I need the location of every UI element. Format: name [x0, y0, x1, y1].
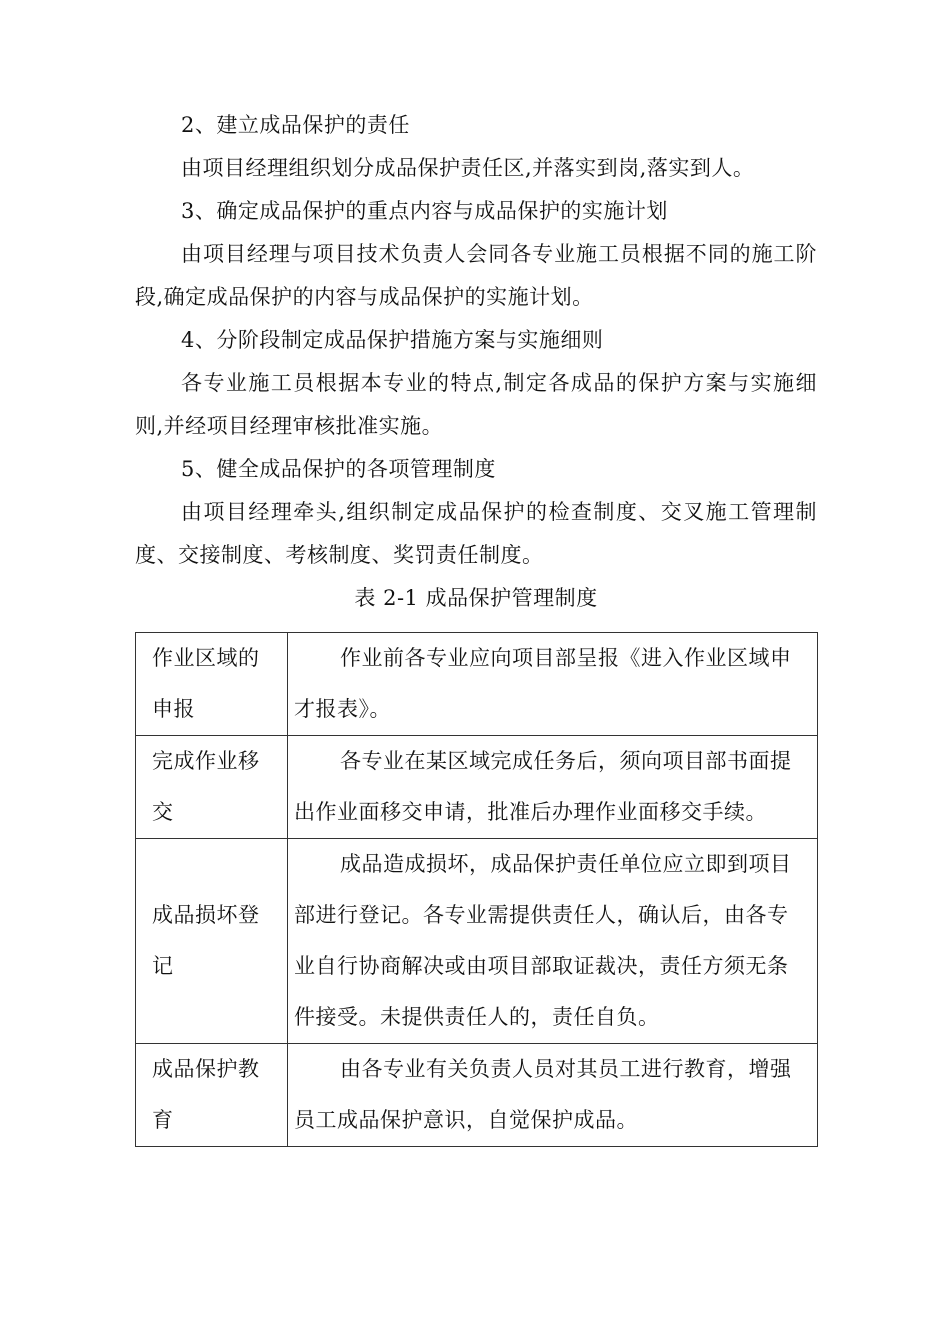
protection-management-table — [135, 632, 818, 1147]
table-row — [136, 839, 818, 1044]
body-paragraph: 由项目经理牵头,组织制定成品保护的检查制度、交叉施工管理制度、交接制度、考核制度、奖罚责任制度。 — [135, 500, 817, 567]
body-paragraph: 各专业施工员根据本专业的特点,制定各成品的保护方案与实施细则,并经项目经理审核批准实施。 — [135, 371, 817, 438]
table-caption: 表 2-1 成品保护管理制度 — [354, 586, 598, 610]
section-heading: 4、分阶段制定成品保护措施方案与实施细则 — [181, 328, 604, 352]
document-body — [135, 104, 817, 1147]
table-row — [136, 633, 818, 736]
item-cell: 完成作业移交 — [136, 736, 288, 839]
table-row — [136, 1044, 818, 1147]
body-paragraph: 由项目经理组织划分成品保护责任区,并落实到岗,落实到人。 — [181, 156, 755, 180]
item-cell: 成品损坏登记 — [136, 839, 288, 1044]
content-cell: 成品造成损坏，成品保护责任单位应立即到项目部进行登记。各专业需提供责任人，确认后，由各专业自行协商解决或由项目部取证裁决，责任方须无条件接受。未提供责任人的，责任自负。 — [288, 839, 818, 1044]
table-row — [136, 736, 818, 839]
item-cell: 作业区域的申报 — [136, 633, 288, 736]
body-paragraph: 由项目经理与项目技术负责人会同各专业施工员根据不同的施工阶段,确定成品保护的内容与成品保护的实施计划。 — [135, 242, 817, 309]
section-heading: 2、建立成品保护的责任 — [181, 113, 410, 137]
content-cell: 作业前各专业应向项目部呈报《进入作业区域申才报表》。 — [288, 633, 818, 736]
section-heading: 3、确定成品保护的重点内容与成品保护的实施计划 — [181, 199, 668, 223]
content-cell: 由各专业有关负责人员对其员工进行教育，增强员工成品保护意识，自觉保护成品。 — [288, 1044, 818, 1147]
section-heading: 5、健全成品保护的各项管理制度 — [181, 457, 496, 481]
content-cell: 各专业在某区域完成任务后，须向项目部书面提出作业面移交申请，批准后办理作业面移交手续。 — [288, 736, 818, 839]
item-cell: 成品保护教育 — [136, 1044, 288, 1147]
